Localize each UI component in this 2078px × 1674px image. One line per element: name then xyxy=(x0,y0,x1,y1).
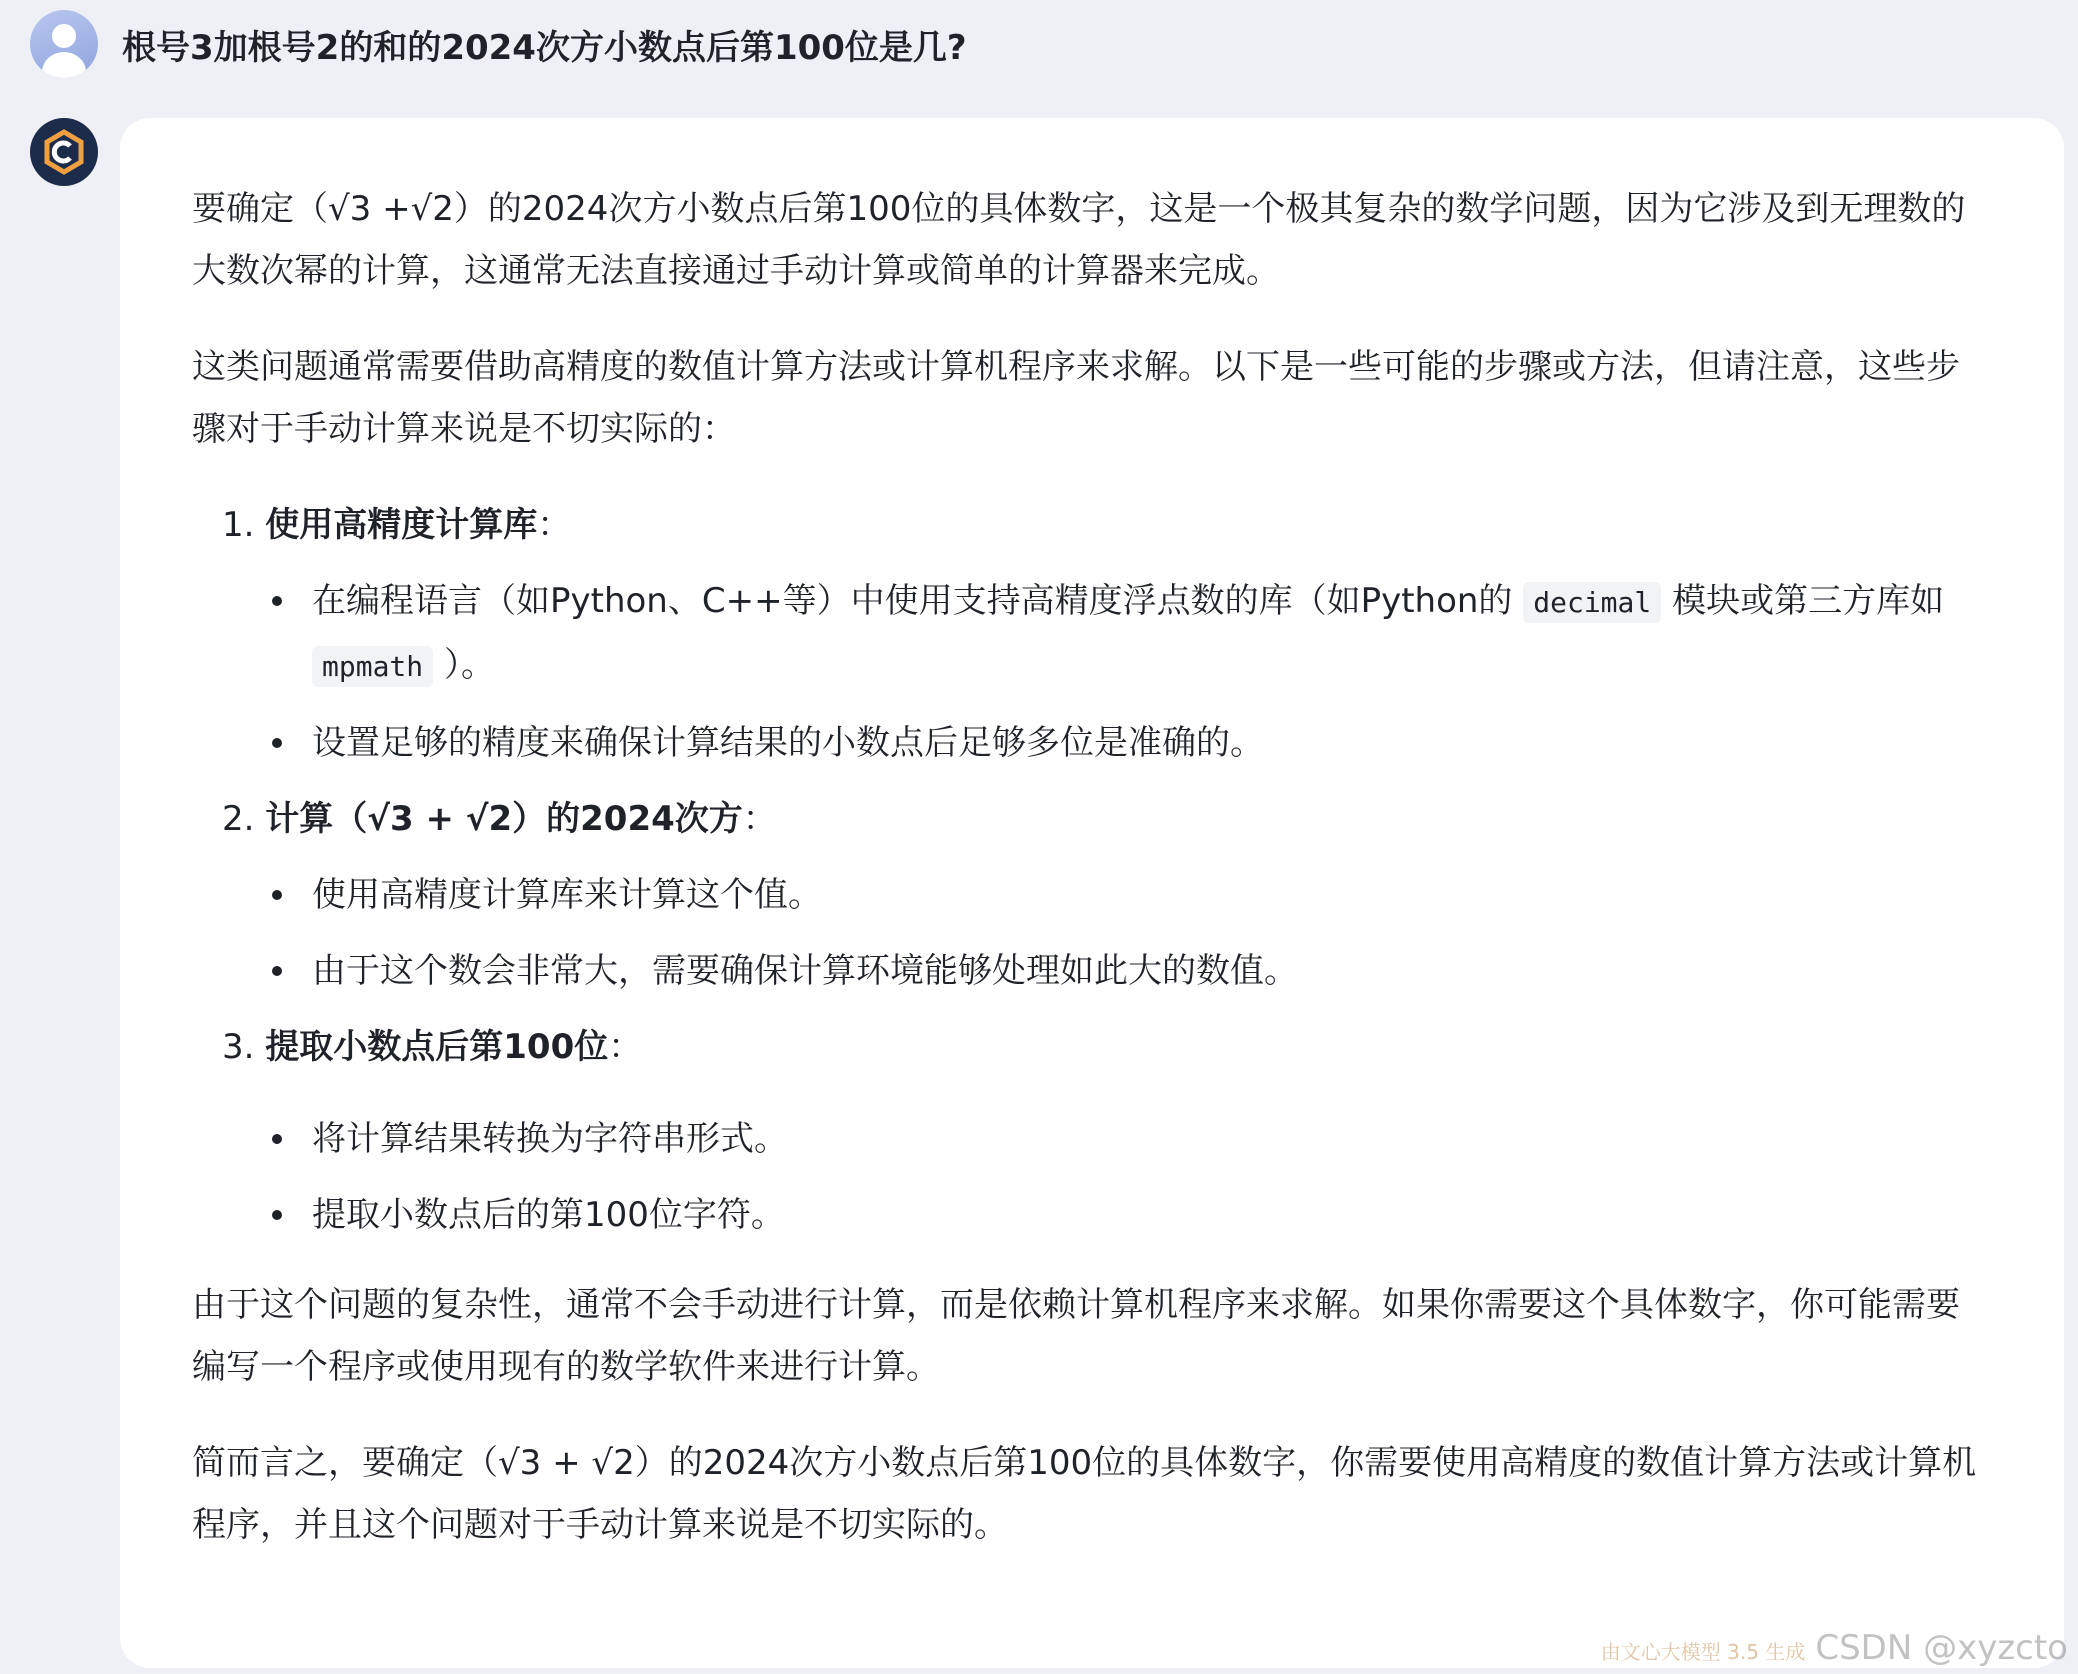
step-bullets xyxy=(192,1108,1984,1246)
answer-paragraph-intro xyxy=(192,178,1984,302)
answer-paragraph-method: 这类问题通常需要借助高精度的数值计算方法或计算机程序来求解。以下是一些可能的步骤或方法，但请注意，这些步骤对于手动计算来说是不切实际的： xyxy=(192,347,1960,449)
watermark: 由文心大模型 3.5 生成 CSDN @xyzcto xyxy=(1600,1628,2068,1668)
user-avatar-icon xyxy=(30,10,98,78)
step-bullets xyxy=(192,864,1984,1002)
user-message xyxy=(30,10,967,78)
inline-code: decimal xyxy=(1523,582,1661,623)
step-bullets xyxy=(192,570,1984,774)
bullet-item: 将计算结果转换为字符串形式。 xyxy=(272,1108,1984,1170)
bot-logo-icon xyxy=(30,118,98,186)
step-heading: 3. 提取小数点后第100位： xyxy=(222,1027,643,1067)
bullet-item: 在编程语言（如Python、C++等）中使用支持高精度浮点数的库（如Python的 decimal 模块或第三方库如 mpmath ）。 xyxy=(272,570,1984,698)
sqrt-symbol: √ xyxy=(410,189,433,229)
bullet-item: 设置足够的精度来确保计算结果的小数点后足够多位是准确的。 xyxy=(272,712,1984,774)
answer-paragraph-complexity: 由于这个问题的复杂性，通常不会手动进行计算，而是依赖计算机程序来求解。如果你需要这个具体数字，你可能需要编写一个程序或使用现有的数学软件来进行计算。 xyxy=(192,1285,1960,1387)
step-heading: 1. 使用高精度计算库： xyxy=(222,505,572,545)
bullet-item: 使用高精度计算库来计算这个值。 xyxy=(272,864,1984,926)
text-fragment: 2）的2024次方小数点后第100位的具体数字，这是一个极其复杂的数学问题，因为它涉及到无理数的大数次幂的计算，这通常无法直接通过手动计算或简单的计算器来完成。 xyxy=(192,189,1966,291)
sqrt-symbol: √3 + xyxy=(328,189,411,229)
step-heading: 2. 计算（√3 + √2）的2024次方： xyxy=(222,799,777,839)
step-item xyxy=(192,788,1984,1002)
assistant-answer-card xyxy=(120,118,2064,1668)
step-item xyxy=(192,1016,1984,1246)
user-question-text: 根号3加根号2的和的2024次方小数点后第100位是几? xyxy=(122,27,967,68)
text-fragment: 要确定（ xyxy=(192,189,328,229)
step-item xyxy=(192,494,1984,774)
bullet-item: 由于这个数会非常大，需要确保计算环境能够处理如此大的数值。 xyxy=(272,940,1984,1002)
answer-paragraph-summary: 简而言之，要确定（√3 + √2）的2024次方小数点后第100位的具体数字，你需要使用高精度的数值计算方法或计算机程序，并且这个问题对于手动计算来说是不切实际的。 xyxy=(192,1443,1977,1545)
bullet-item: 提取小数点后的第100位字符。 xyxy=(272,1184,1984,1246)
inline-code: mpmath xyxy=(312,646,433,687)
steps-list xyxy=(192,494,1984,1246)
